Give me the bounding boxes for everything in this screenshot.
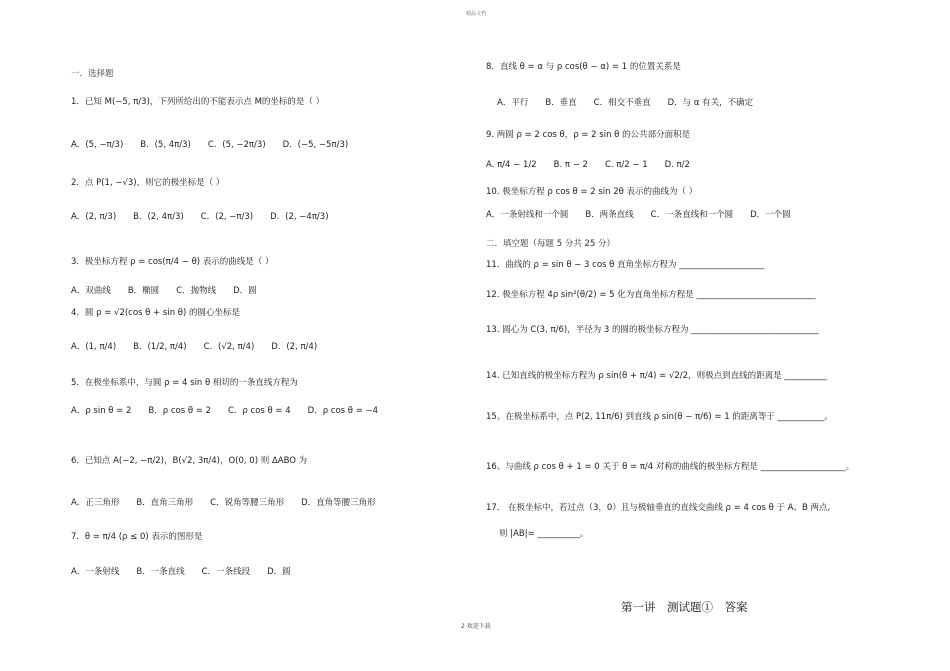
section-choice: 一．选择题 bbox=[71, 69, 114, 79]
question-4: 4．圆 ρ = √2(cos θ + sin θ) 的圆心坐标是 bbox=[71, 308, 241, 318]
question-17-continued: 则 |AB|= __________。 bbox=[499, 529, 589, 539]
question-7-options: A．一条射线 B．一条直线 C．一条线段 D．圆 bbox=[71, 567, 291, 577]
question-7: 7．θ = π/4 (ρ ≤ 0) 表示的图形是 bbox=[71, 532, 203, 542]
question-12: 12. 极坐标方程 4ρ sin²(θ/2) = 5 化为直角坐标方程是 ____________________________ bbox=[486, 290, 816, 300]
question-2-options: A．(2, π/3) B．(2, 4π/3) C．(2, −π/3) D．(2, −4π/3) bbox=[71, 212, 329, 222]
question-9-options: A. π/4 − 1/2 B. π − 2 C. π/2 − 1 D. π/2 bbox=[486, 160, 690, 170]
question-10: 10. 极坐标方程 ρ cos θ = 2 sin 2θ 表示的曲线为（ ） bbox=[486, 187, 698, 197]
question-17: 17． 在极坐标中，若过点（3，0）且与极轴垂直的直线交曲线 ρ = 4 cos θ 于 A、B 两点, bbox=[486, 503, 831, 513]
page-footer: 2 欢迎下载 bbox=[461, 623, 491, 630]
question-1: 1．已知 M(−5, π/3)，下列所给出的不能表示点 M的坐标的是（ ） bbox=[71, 97, 325, 107]
question-3: 3．极坐标方程 ρ = cos(π/4 − θ) 表示的曲线是（ ） bbox=[71, 257, 274, 267]
question-15: 15、在极坐标系中，点 P(2, 11π/6) 到直线 ρ sin(θ − π/6) = 1 的距离等于 ___________。 bbox=[486, 412, 833, 422]
answer-title: 第一讲 测试题① 答案 bbox=[621, 600, 748, 614]
question-16: 16、与曲线 ρ cos θ + 1 = 0 关于 θ = π/4 对称的曲线的极坐标方程是 ____________________。 bbox=[486, 462, 855, 472]
question-10-options: A．一条射线和一个圆 B．两条直线 C．一条直线和一个圆 D．一个圆 bbox=[486, 210, 791, 220]
question-13: 13. 圆心为 C(3, π/6)，半径为 3 的圆的极坐标方程为 ______________________________ bbox=[486, 325, 819, 335]
question-9: 9. 两圆 ρ = 2 cos θ，ρ = 2 sin θ 的公共部分面积是 bbox=[486, 130, 691, 140]
question-3-options: A．双曲线 B．椭圆 C．抛物线 D．圆 bbox=[71, 286, 257, 296]
question-6: 6．已知点 A(−2, −π/2)，B(√2, 3π/4)，O(0, 0) 则 ΔABO 为 bbox=[71, 456, 308, 466]
question-8-options: A．平行 B．垂直 C．相交不垂直 D．与 α 有关，不确定 bbox=[497, 98, 754, 108]
question-8: 8．直线 θ = α 与 ρ cos(θ − α) = 1 的位置关系是 bbox=[486, 62, 681, 72]
question-6-options: A．正三角形 B．直角三角形 C．锐角等腰三角形 D．直角等腰三角形 bbox=[71, 498, 376, 508]
question-5: 5．在极坐标系中，与圆 ρ = 4 sin θ 相切的一条直线方程为 bbox=[71, 378, 298, 388]
question-14: 14. 已知直线的极坐标方程为 ρ sin(θ + π/4) = √2/2，则极点到直线的距离是 __________ bbox=[486, 371, 827, 381]
question-4-options: A．(1, π/4) B．(1/2, π/4) C．(√2, π/4) D．(2, π/4) bbox=[71, 342, 318, 352]
page-watermark: 精品文档 bbox=[466, 11, 487, 17]
section-fill-in: 二．填空题（每题 5 分共 25 分） bbox=[486, 239, 616, 249]
question-2: 2．点 P(1, −√3)，则它的极坐标是（ ） bbox=[71, 178, 225, 188]
question-1-options: A．(5, −π/3) B．(5, 4π/3) C．(5, −2π/3) D．(−5, −5π/3) bbox=[71, 140, 349, 150]
question-11: 11．曲线的 ρ = sin θ − 3 cos θ 直角坐标方程为 ____________________ bbox=[486, 260, 765, 270]
question-5-options: A．ρ sin θ = 2 B．ρ cos θ = 2 C．ρ cos θ = 4 D．ρ cos θ = −4 bbox=[71, 406, 379, 416]
